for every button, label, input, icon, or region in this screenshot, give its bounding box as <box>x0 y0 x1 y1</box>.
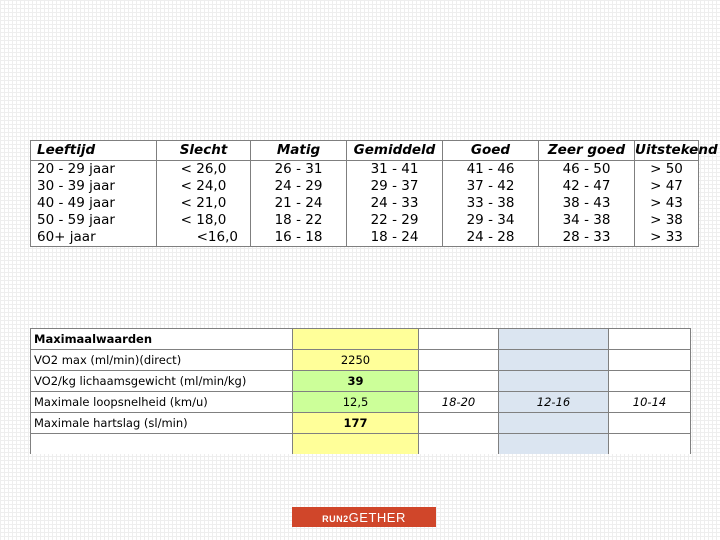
table-row <box>31 413 691 434</box>
row-label: Maximale loopsnelheid (km/u) <box>31 392 293 413</box>
table-cell: 60+ jaar <box>31 229 157 247</box>
table-cell: 24 - 29 <box>251 178 347 195</box>
header-slecht: Slecht <box>157 141 251 161</box>
table-cell: 18 - 22 <box>251 212 347 229</box>
table-row <box>31 371 691 392</box>
table-row <box>31 212 699 229</box>
table-cell: 38 - 43 <box>539 195 635 212</box>
table-cell: 37 - 42 <box>443 178 539 195</box>
table-cell <box>609 350 691 371</box>
table-cell <box>499 413 609 434</box>
table-cell: 20 - 29 jaar <box>31 161 157 179</box>
table-row <box>31 195 699 212</box>
table-cell: 26 - 31 <box>251 161 347 179</box>
row-label: Maximale hartslag (sl/min) <box>31 413 293 434</box>
table-cell <box>609 371 691 392</box>
table-cell: 22 - 29 <box>347 212 443 229</box>
table-cell <box>419 413 499 434</box>
table-cell: 34 - 38 <box>539 212 635 229</box>
table-cell: > 43 <box>635 195 699 212</box>
table-cell: > 33 <box>635 229 699 247</box>
row-label: VO2 max (ml/min)(direct) <box>31 350 293 371</box>
table-cell: > 50 <box>635 161 699 179</box>
table-row <box>31 329 691 350</box>
table-cell: > 38 <box>635 212 699 229</box>
table-cell: < 24,0 <box>157 178 251 195</box>
table-cell <box>293 329 419 350</box>
range-cell: 10-14 <box>609 392 691 413</box>
table-cell: 21 - 24 <box>251 195 347 212</box>
table-cell: 28 - 33 <box>539 229 635 247</box>
header-matig: Matig <box>251 141 347 161</box>
table-cell <box>499 329 609 350</box>
norm-header-row <box>31 141 699 161</box>
logo-prefix: RUN2 <box>322 513 349 524</box>
table-cell: 18 - 24 <box>347 229 443 247</box>
table-cell <box>419 329 499 350</box>
table-row <box>31 392 691 413</box>
table-cell: 16 - 18 <box>251 229 347 247</box>
table-row <box>31 229 699 247</box>
value-cell: 2250 <box>293 350 419 371</box>
table-cell: 29 - 37 <box>347 178 443 195</box>
row-label: VO2/kg lichaamsgewicht (ml/min/kg) <box>31 371 293 392</box>
value-cell: 39 <box>293 371 419 392</box>
table-cell: 33 - 38 <box>443 195 539 212</box>
table-cell <box>499 350 609 371</box>
header-leeftijd: Leeftijd <box>31 141 157 161</box>
table-cell: < 21,0 <box>157 195 251 212</box>
table-cell <box>31 434 293 455</box>
table-cell: 24 - 33 <box>347 195 443 212</box>
table-cell <box>609 413 691 434</box>
value-cell: 177 <box>293 413 419 434</box>
table-cell <box>609 434 691 455</box>
table-cell: <16,0 <box>157 229 251 247</box>
table-cell: 40 - 49 jaar <box>31 195 157 212</box>
maximaalwaarden-table <box>30 328 691 454</box>
range-cell: 12-16 <box>499 392 609 413</box>
logo-suffix: GETHER <box>348 509 406 525</box>
table-cell <box>419 434 499 455</box>
table-cell <box>499 434 609 455</box>
header-zeer-goed: Zeer goed <box>539 141 635 161</box>
table-cell: 29 - 34 <box>443 212 539 229</box>
run2gether-logo <box>292 507 436 527</box>
table-row <box>31 350 691 371</box>
header-gemiddeld: Gemiddeld <box>347 141 443 161</box>
table-cell: 31 - 41 <box>347 161 443 179</box>
table-row <box>31 161 699 179</box>
table-cell: > 47 <box>635 178 699 195</box>
table-cell: 46 - 50 <box>539 161 635 179</box>
header-uitstekend: Uitstekend <box>635 141 699 161</box>
table-cell <box>293 434 419 455</box>
table-cell: 41 - 46 <box>443 161 539 179</box>
header-goed: Goed <box>443 141 539 161</box>
vo2max-norm-table <box>30 140 718 247</box>
table-cell: 42 - 47 <box>539 178 635 195</box>
range-cell: 18-20 <box>419 392 499 413</box>
table-cell <box>419 371 499 392</box>
table-row <box>31 434 691 455</box>
value-cell: 12,5 <box>293 392 419 413</box>
table-cell: 24 - 28 <box>443 229 539 247</box>
table-cell: 30 - 39 jaar <box>31 178 157 195</box>
section-title: Maximaalwaarden <box>31 329 293 350</box>
table-cell: < 18,0 <box>157 212 251 229</box>
table-cell: < 26,0 <box>157 161 251 179</box>
table-cell <box>499 371 609 392</box>
table-row <box>31 178 699 195</box>
table-cell <box>419 350 499 371</box>
table-cell: 50 - 59 jaar <box>31 212 157 229</box>
table-cell <box>609 329 691 350</box>
